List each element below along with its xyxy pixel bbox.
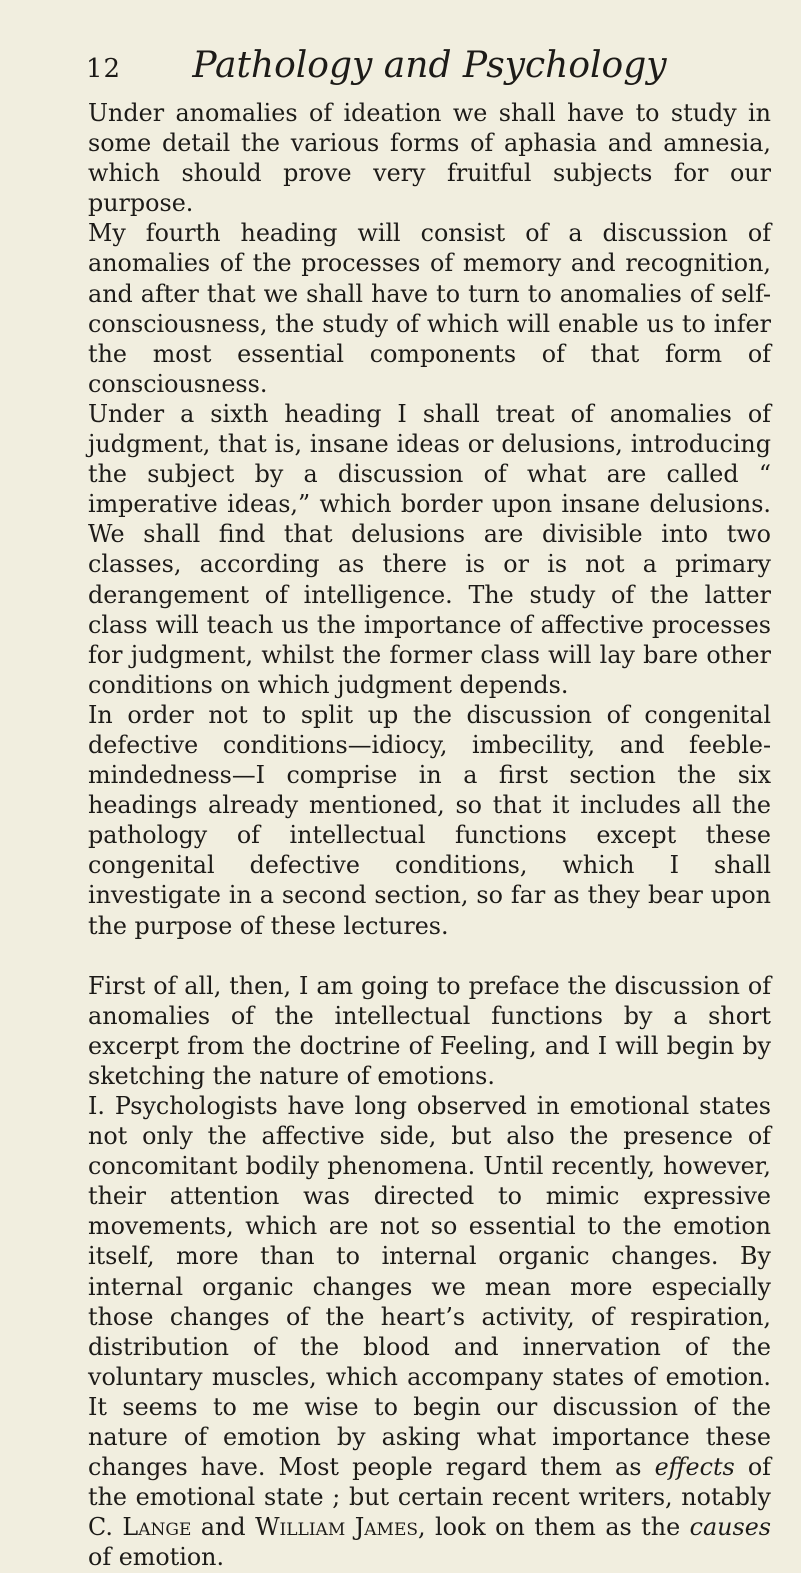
paragraph-aphasia: Under anomalies of ideation we shall have to study in some detail the various forms of aphasia and amnesia, which should prove very fruitful subjects for our purpose.: [88, 99, 771, 218]
emotions-text-1: I. Psychologists have long observed in emotional states not only the affective side, but also the presence of concomitant bodily phenomena. Until recently, however, their attention was directed to mimic expressive movements, which are not so essential to the emotion itself, more than to internal organic changes. By internal organic changes we mean more especially those changes of the heart’s activity, of respiration, distribution of the blood and innervation of the voluntary muscles, which accompany states of emotion. It seems to me wise to begin our discussion of the nature of emotion by asking what importance these changes have. Most people regard them as: [88, 1092, 771, 1482]
paragraph-emotions: [88, 1091, 771, 1573]
name-william-james: William James: [255, 1513, 418, 1542]
section-gap: [88, 941, 771, 971]
name-lange: Lange: [122, 1513, 192, 1542]
italic-effects: effects: [654, 1453, 735, 1482]
running-head: [88, 44, 771, 88]
body-text: [88, 98, 771, 1573]
paragraph-memory: My fourth heading will consist of a discussion of anomalies of the processes of memory and recognition, and after that we shall have to turn to anomalies of self-consciousness, the study of which will enable us to infer the most essential components of that form of consciousness.: [88, 219, 771, 398]
emotions-text-5: of emotion.: [88, 1543, 225, 1572]
page-number: 12: [86, 54, 122, 84]
italic-causes: causes: [689, 1513, 771, 1542]
emotions-text-3: and: [200, 1513, 246, 1542]
running-title: Pathology and Psychology: [192, 45, 667, 86]
paragraph-congenital: In order not to split up the discussion of congenital defective conditions—idiocy, imbecility, and feeble-mindedness—I comprise in a first section the six headings already mentioned, so that it includes all the pathology of intellectual functions except these congenital defective conditions, which I shall investigate in a second section, so far as they bear upon the purpose of these lectures.: [88, 700, 771, 940]
paragraph-judgment: Under a sixth heading I shall treat of anomalies of judgment, that is, insane ideas or delusions, introducing the subject by a discussion of what are called “ imperative ideas,” which border upon insane delusions. We shall find that delusions are divisible into two classes, according as there is or is not a primary derangement of intelligence. The study of the latter class will teach us the importance of affective processes for judgment, whilst the former class will lay bare other conditions on which judgment depends.: [88, 399, 771, 699]
emotions-text-2: of the emotional state ; but certain recent writers, notably C.: [88, 1453, 771, 1542]
paragraph-feeling: First of all, then, I am going to preface the discussion of anomalies of the intellectual functions by a short excerpt from the doctrine of Feeling, and I will begin by sketching the nature of emotions.: [88, 971, 771, 1090]
emotions-text-4: , look on them as the: [418, 1513, 681, 1542]
